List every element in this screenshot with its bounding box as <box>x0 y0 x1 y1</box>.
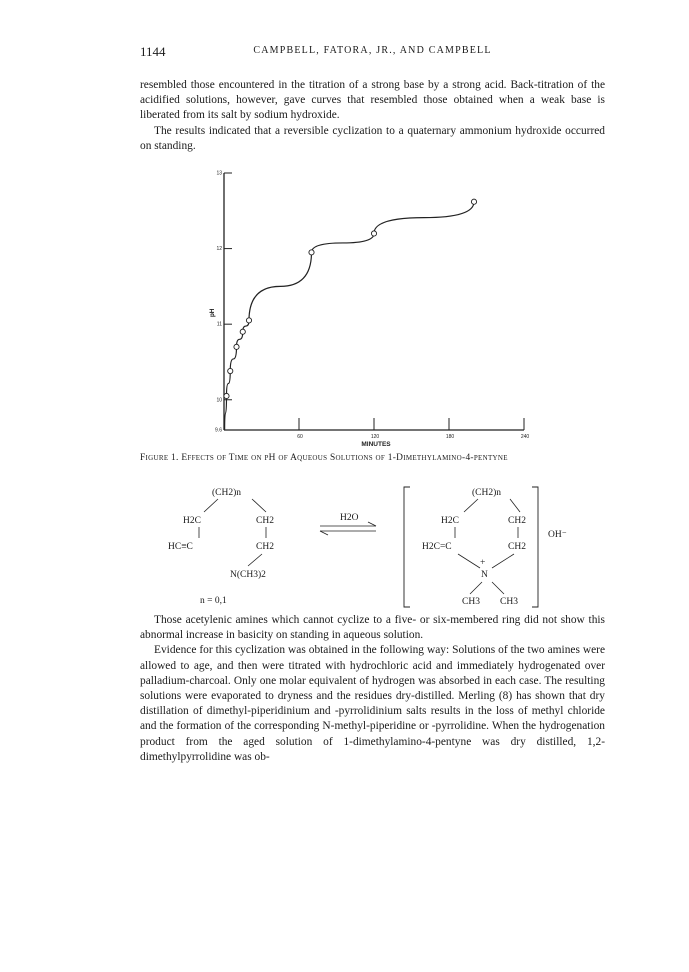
quaternary-nitrogen-label: N <box>481 570 488 580</box>
positive-charge: + <box>480 558 486 568</box>
data-point <box>371 231 376 236</box>
reagent-label: H2O <box>340 513 359 523</box>
left-bracket <box>404 487 410 607</box>
left-alkyne-label: HC≡C <box>168 542 193 552</box>
y-tick-label: 9.6 <box>215 427 222 434</box>
figure-caption-text: Effects of Time on pH of Aqueous Solutions of 1-Dimethylamino-4-pentyne <box>181 453 508 463</box>
hydroxide-counterion: OH⁻ <box>548 530 567 540</box>
data-point <box>234 344 239 349</box>
body-text-bottom <box>140 613 605 765</box>
ph-curve <box>225 202 474 430</box>
right-h2c-label: H2C <box>441 516 459 526</box>
right-top-label: (CH2)n <box>472 488 502 498</box>
figure-label: Figure 1. <box>140 453 179 463</box>
running-head: CAMPBELL, FATORA, JR., AND CAMPBELL <box>253 45 492 56</box>
left-h2c-label: H2C <box>183 516 201 526</box>
left-ch2-label-1: CH2 <box>256 516 274 526</box>
right-vinyl-label: H2C=C <box>422 542 452 552</box>
data-point <box>224 393 229 398</box>
cyclization-scheme <box>168 487 567 607</box>
x-tick-label: 120 <box>370 434 380 440</box>
figure-caption <box>140 452 605 465</box>
y-axis-label: pH <box>209 308 216 318</box>
data-point <box>228 368 233 373</box>
data-point <box>240 329 245 334</box>
x-tick-label: 60 <box>297 434 303 440</box>
data-point <box>246 318 251 323</box>
methyl-label-1: CH3 <box>462 597 480 607</box>
left-ch2-label-2: CH2 <box>256 542 274 552</box>
left-amine-label: N(CH3)2 <box>230 570 266 580</box>
n-value-note: n = 0,1 <box>200 596 227 606</box>
x-tick-label: 240 <box>520 434 530 440</box>
x-axis-label: MINUTES <box>361 441 391 448</box>
paragraph-3: Those acetylenic amines which cannot cyclize to a five- or six-membered ring did not show this abnormal increase in basicity on standing in aqueous solution. <box>140 614 605 642</box>
paragraph-2: The results indicated that a reversible cyclization to a quaternary ammonium hydroxide occurred on standing. <box>140 124 605 152</box>
y-tick-label: 13 <box>216 170 222 177</box>
y-tick-label: 10 <box>216 397 222 404</box>
ph-time-chart <box>209 171 529 449</box>
paragraph-4: Evidence for this cyclization was obtained in the following way: Solutions of the two amines were allowed to age, and then were titrated with hydrochloric acid and immediately hydrogenated over palladium-charcoal. Only one molar equivalent of hydrogen was absorbed in each case. The resulting solutions were evaporated to dryness and the residues dry-distilled. Merling (8) has shown that dry distillation of dimethyl-piperidinium and -pyrrolidinium salts results in the loss of methyl chloride and the formation of the corresponding N-methyl-piperidine or -pyrrolidine. When the hydrogenation product from the aged solution of 1-dimethylamino-4-pentyne was dry distilled, 1,2-dimethylpyrrolidine was ob- <box>140 644 605 763</box>
methyl-label-2: CH3 <box>500 597 518 607</box>
right-bracket <box>532 487 538 607</box>
page-number: 1144 <box>140 44 166 59</box>
data-point <box>471 199 476 204</box>
left-top-label: (CH2)n <box>212 488 242 498</box>
y-tick-label: 11 <box>216 321 222 328</box>
x-tick-label: 180 <box>445 434 455 440</box>
data-point <box>309 250 314 255</box>
paragraph-1: resembled those encountered in the titration of a strong base by a strong acid. Back-titration of the acidified solutions, however, gave curves that resembled those obtained when a weak base is liberated from its salt by sodium hydroxide. <box>140 79 605 122</box>
y-tick-label: 12 <box>216 246 222 253</box>
right-ch2-label-2: CH2 <box>508 542 526 552</box>
right-ch2-label-1: CH2 <box>508 516 526 526</box>
